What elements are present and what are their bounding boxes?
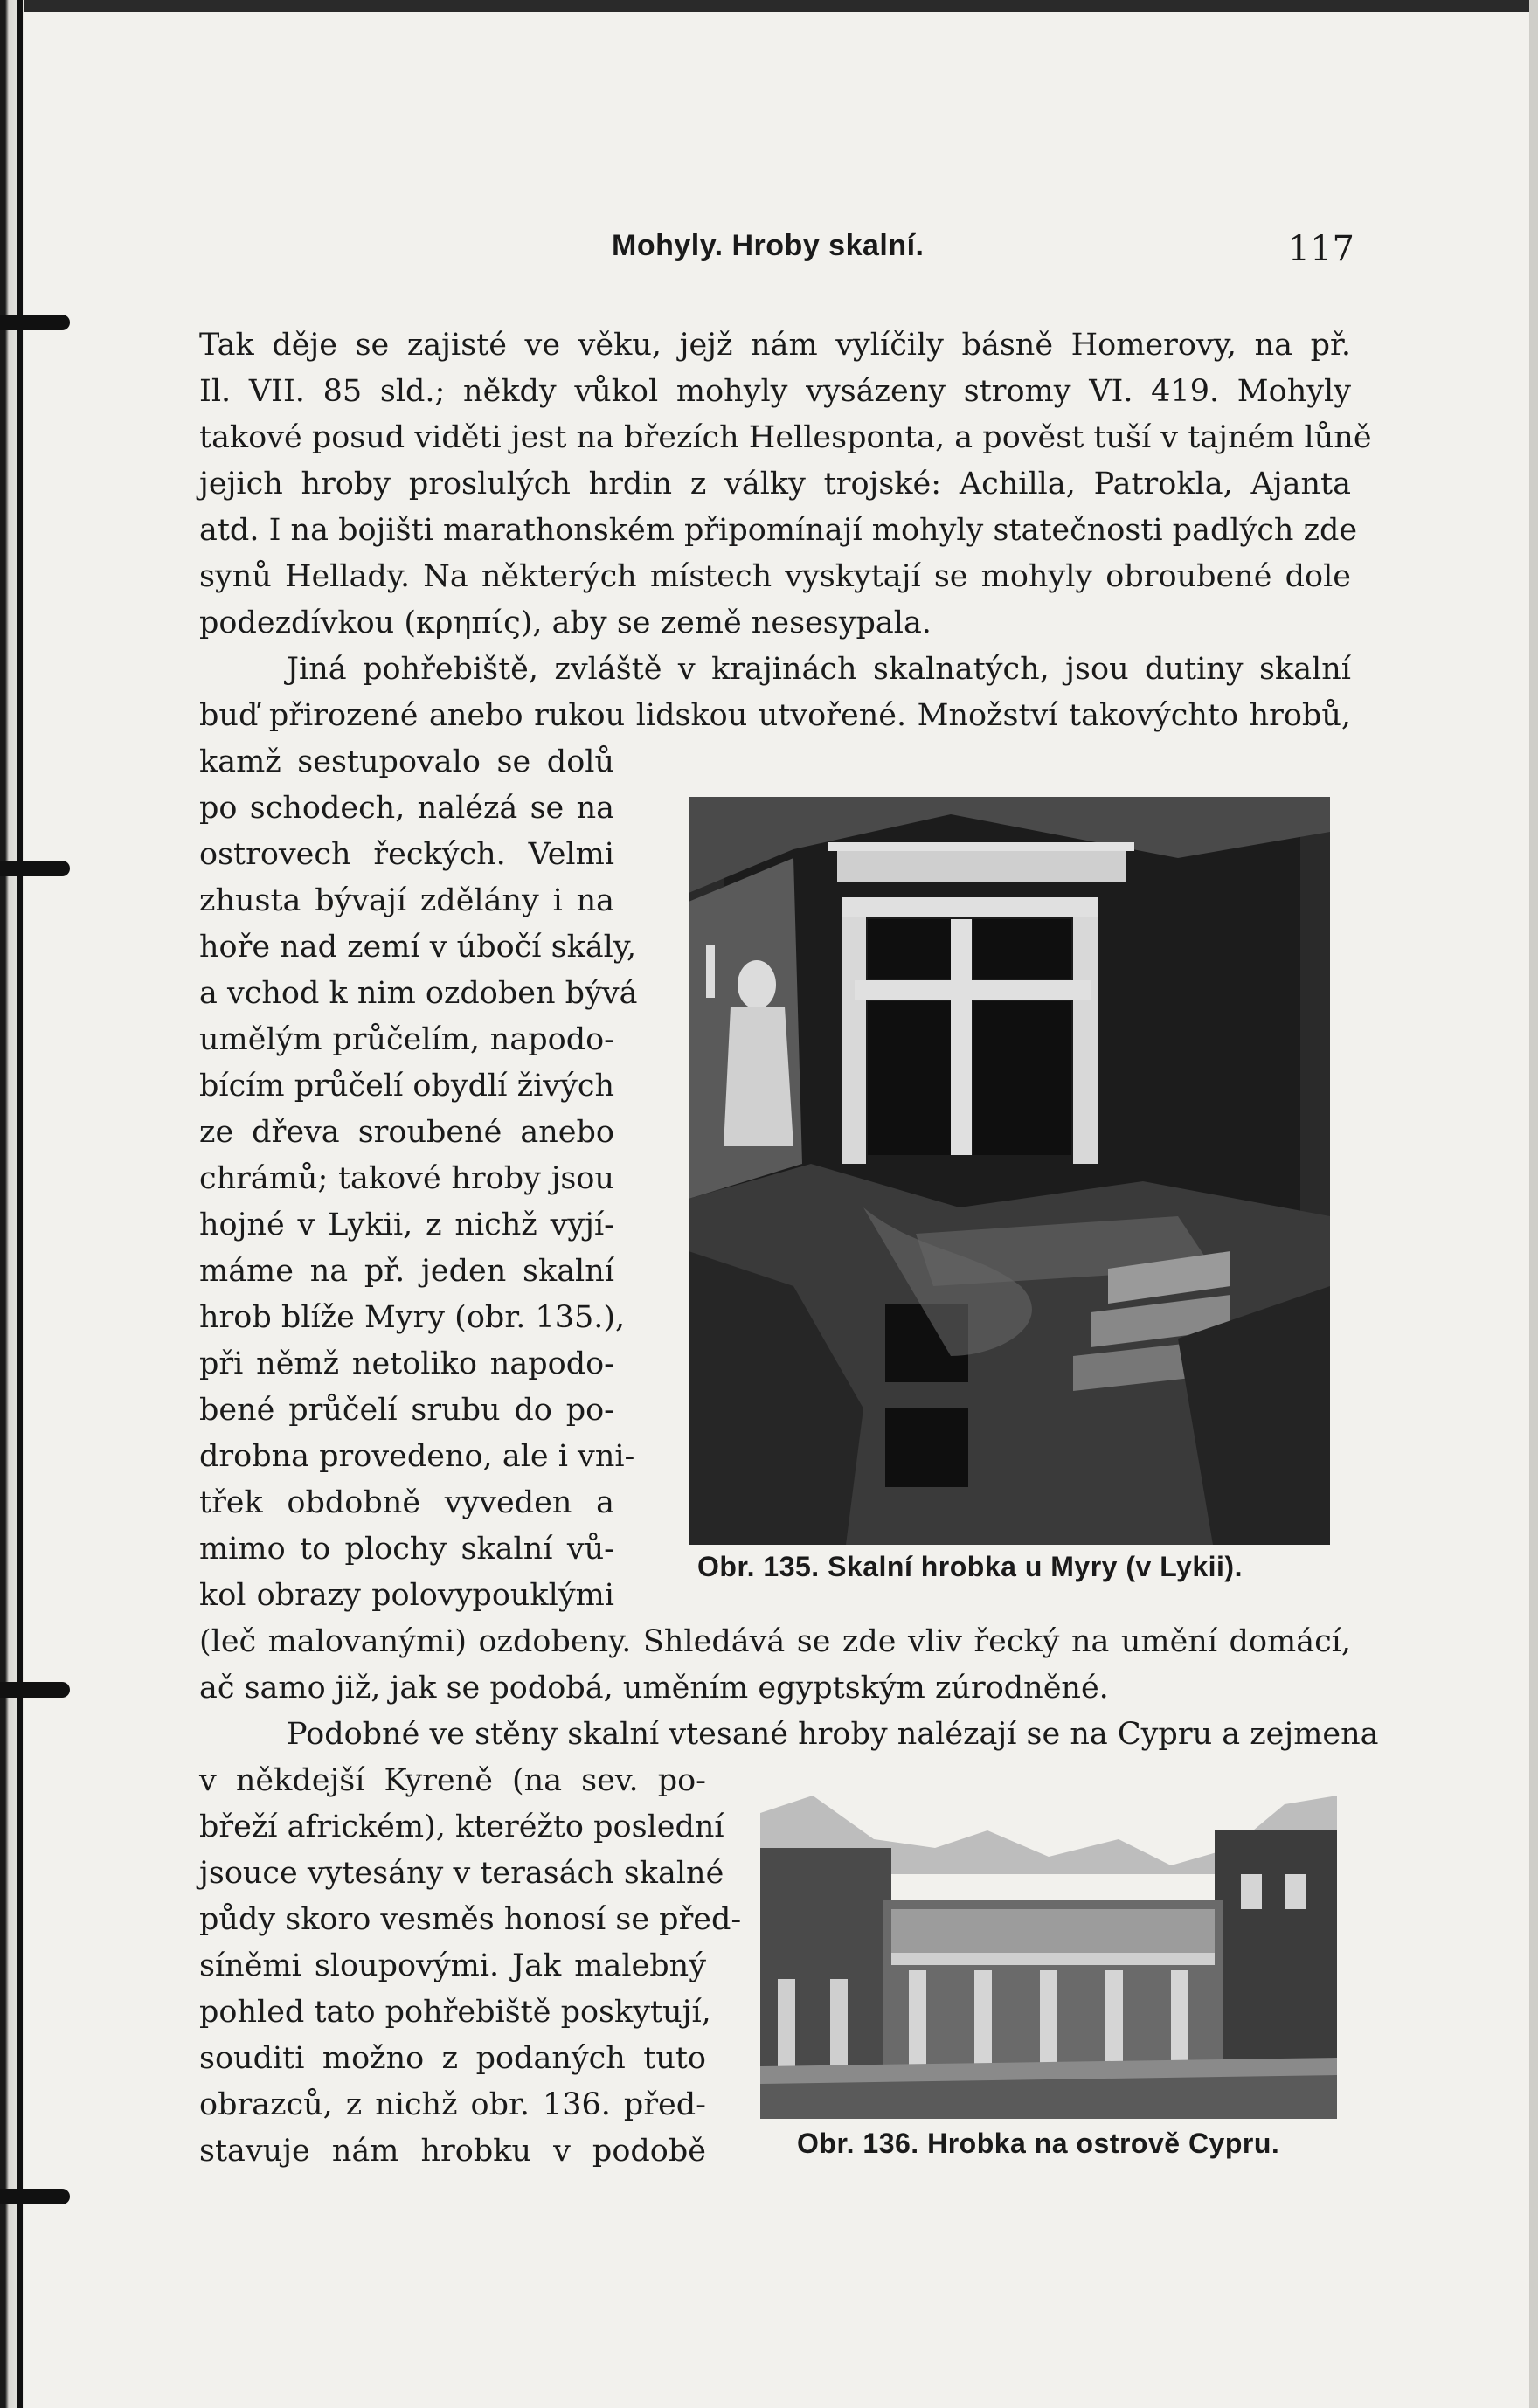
text-line: kol obrazy polovypouklými [199, 1578, 614, 1613]
text-line: hojné v Lykii, z nichž vyjí- [199, 1207, 614, 1242]
text-line: drobna provedeno, ale i vni- [199, 1439, 635, 1474]
text-line: takové posud viděti jest na březích Hellesponta, a pověst tuší v tajném lůně [199, 420, 1372, 455]
text-line: ač samo již, jak se podobá, uměním egyptským zúrodněné. [199, 1671, 1109, 1706]
text-line: mimo to plochy skalní vů- [199, 1532, 614, 1567]
text-line: (leč malovanými) ozdobeny. Shledává se zde vliv řecký na umění domácí, [199, 1624, 1351, 1659]
spine-line [17, 0, 23, 2408]
text-line: půdy skoro vesměs honosí se před- [199, 1902, 742, 1937]
text-line: břeží africkém), kteréžto poslední [199, 1809, 724, 1844]
text-line: atd. I na bojišti marathonském připomínají mohyly statečnosti padlých zde [199, 513, 1358, 548]
text-line: síněmi sloupovými. Jak malebný [199, 1948, 706, 1983]
text-line: kamž sestupovalo se dolů [199, 744, 614, 779]
text-line: Tak děje se zajisté ve věku, jejž nám vylíčily básně Homerovy, na př. [199, 328, 1351, 363]
text-line: máme na př. jeden skalní [199, 1254, 614, 1289]
page-number: 117 [1287, 229, 1354, 269]
figure-135-rock-tomb-illustration [689, 797, 1330, 1545]
text-line: umělým průčelím, napodo- [199, 1022, 614, 1057]
text-line: jsouce vytesány v terasách skalné [199, 1856, 724, 1891]
text-line: hrob blíže Myry (obr. 135.), [199, 1300, 626, 1335]
text-line: obrazců, z nichž obr. 136. před- [199, 2087, 706, 2122]
text-line: zhusta bývají zdělány i na [199, 883, 614, 918]
spine-mark [0, 1682, 70, 1698]
text-line: podezdívkou (κρηπίς), aby se země nesesypala. [199, 605, 932, 640]
text-line: Podobné ve stěny skalní vtesané hroby nalézají se na Cypru a zejmena [287, 1717, 1379, 1752]
text-line: pohled tato pohřebiště poskytují, [199, 1995, 711, 2030]
text-line: bené průčelí srubu do po- [199, 1393, 614, 1428]
text-line: jejich hroby proslulých hrdin z války trojské: Achilla, Patrokla, Ajanta [199, 467, 1351, 502]
spine-mark [0, 315, 70, 330]
spine-mark [0, 861, 70, 876]
text-line: Il. VII. 85 sld.; někdy vůkol mohyly vysázeny stromy VI. 419. Mohyly [199, 374, 1351, 409]
text-line: třek obdobně vyveden a [199, 1485, 614, 1520]
figure-135-caption: Obr. 135. Skalní hrobka u Myry (v Lykii). [697, 1551, 1243, 1582]
text-line: hoře nad zemí v úbočí skály, [199, 930, 637, 965]
text-line: stavuje nám hrobku v podobě [199, 2134, 706, 2169]
text-line: Jiná pohřebiště, zvláště v krajinách skalnatých, jsou dutiny skalní [287, 652, 1351, 687]
text-line: synů Hellady. Na některých místech vyskytají se mohyly obroubené dole [199, 559, 1351, 594]
text-line: bícím průčelí obydlí živých [199, 1069, 614, 1104]
scan-right-edge [1529, 0, 1538, 2408]
text-line: buď přirozené anebo rukou lidskou utvořené. Množství takovýchto hrobů, [199, 698, 1351, 733]
text-line: ze dřeva sroubené anebo [199, 1115, 614, 1150]
page-header [199, 229, 1354, 273]
figure-136-cyprus-tomb-illustration [760, 1796, 1337, 2119]
text-line: ostrovech řeckých. Velmi [199, 837, 614, 872]
running-head: Mohyly. Hroby skalní. [612, 229, 925, 262]
spine-mark [0, 2189, 70, 2204]
text-line: chrámů; takové hroby jsou [199, 1161, 614, 1196]
scan-top-edge [0, 0, 1538, 12]
text-line: a vchod k nim ozdoben bývá [199, 976, 638, 1011]
text-line: v někdejší Kyreně (na sev. po- [199, 1763, 706, 1798]
text-line: po schodech, nalézá se na [199, 791, 614, 826]
figure-136-caption: Obr. 136. Hrobka na ostrově Cypru. [797, 2128, 1280, 2159]
text-line: souditi možno z podaných tuto [199, 2041, 706, 2076]
text-line: při němž netoliko napodo- [199, 1346, 614, 1381]
